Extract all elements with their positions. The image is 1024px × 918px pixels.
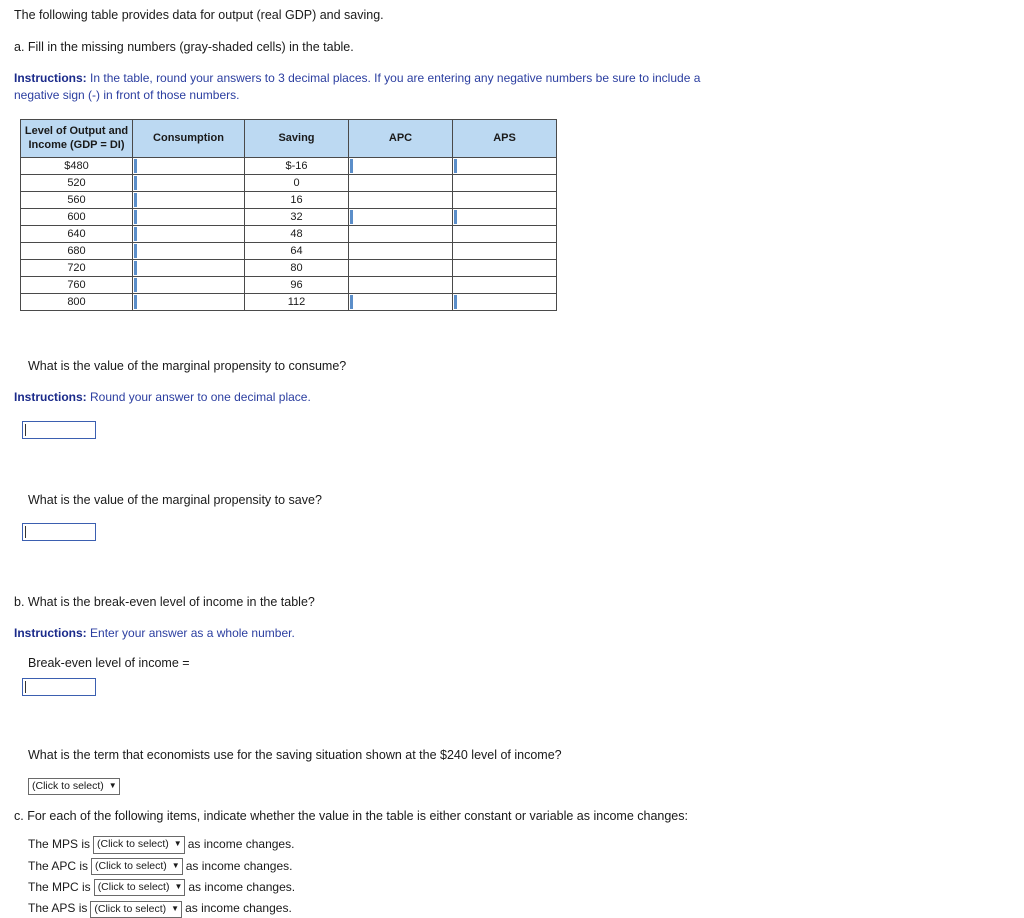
item-prefix: The APS is bbox=[28, 901, 88, 916]
instructions-text: In the table, round your answers to 3 decimal places. If you are entering any negative numbers be sure to include a negative sign (-) in front of those numbers. bbox=[14, 71, 701, 103]
cell-consumption-input[interactable] bbox=[133, 226, 245, 243]
intro-text: The following table provides data for output (real GDP) and saving. bbox=[14, 8, 384, 22]
cell-saving: 112 bbox=[245, 294, 349, 311]
item-suffix: as income changes. bbox=[185, 858, 293, 873]
cell-level: 680 bbox=[21, 243, 133, 260]
cell-apc bbox=[349, 226, 453, 243]
mpc-answer-input[interactable] bbox=[22, 421, 96, 439]
instructions-label: Instructions: bbox=[14, 390, 87, 405]
table-row bbox=[21, 260, 557, 277]
apc-constancy-select[interactable] bbox=[91, 858, 183, 875]
part-c-item-apc bbox=[28, 857, 1010, 875]
header-aps: APS bbox=[453, 119, 557, 158]
chevron-down-icon: ▼ bbox=[108, 781, 117, 791]
cell-saving: 80 bbox=[245, 260, 349, 277]
table-row bbox=[21, 175, 557, 192]
cell-consumption-input[interactable] bbox=[133, 192, 245, 209]
cell-apc bbox=[349, 192, 453, 209]
cell-aps bbox=[453, 192, 557, 209]
item-prefix: The APC is bbox=[28, 858, 89, 873]
cell-aps bbox=[453, 277, 557, 294]
cell-saving: 32 bbox=[245, 209, 349, 226]
table-row bbox=[21, 226, 557, 243]
table-header-row bbox=[21, 119, 557, 158]
cell-saving: 64 bbox=[245, 243, 349, 260]
item-suffix: as income changes. bbox=[185, 901, 292, 916]
cell-apc bbox=[349, 243, 453, 260]
cell-aps-input[interactable] bbox=[453, 158, 557, 175]
cell-aps bbox=[453, 243, 557, 260]
cell-apc bbox=[349, 260, 453, 277]
cell-level: 600 bbox=[21, 209, 133, 226]
chevron-down-icon: ▼ bbox=[174, 882, 183, 892]
cell-saving: 0 bbox=[245, 175, 349, 192]
gdp-saving-table bbox=[20, 119, 557, 312]
select-value: (Click to select) bbox=[32, 780, 104, 793]
header-apc: APC bbox=[349, 119, 453, 158]
cell-aps bbox=[453, 260, 557, 277]
cell-consumption-input[interactable] bbox=[133, 158, 245, 175]
table-row bbox=[21, 277, 557, 294]
cell-aps-input[interactable] bbox=[453, 294, 557, 311]
cell-level: 560 bbox=[21, 192, 133, 209]
part-b-question: b. What is the break-even level of income in the table? bbox=[14, 594, 315, 609]
cell-apc bbox=[349, 175, 453, 192]
spacer bbox=[14, 311, 1010, 359]
aps-constancy-select[interactable] bbox=[90, 901, 182, 918]
cell-consumption-input[interactable] bbox=[133, 277, 245, 294]
break-even-label: Break-even level of income = bbox=[28, 656, 190, 671]
table-row bbox=[21, 243, 557, 260]
part-a-question: a. Fill in the missing numbers (gray-shaded cells) in the table. bbox=[14, 40, 354, 54]
cell-consumption-input[interactable] bbox=[133, 175, 245, 192]
item-suffix: as income changes. bbox=[187, 837, 295, 852]
break-even-answer-input[interactable] bbox=[22, 678, 96, 696]
instructions-text: Round your answer to one decimal place. bbox=[90, 390, 311, 405]
saving-situation-question: What is the term that economists use for the saving situation shown at the $240 level of income? bbox=[28, 748, 562, 763]
cell-saving: 96 bbox=[245, 277, 349, 294]
part-a-instructions bbox=[14, 70, 724, 105]
cell-level: 640 bbox=[21, 226, 133, 243]
header-consumption: Consumption bbox=[133, 119, 245, 158]
table-row bbox=[21, 209, 557, 226]
cell-level: 760 bbox=[21, 277, 133, 294]
instructions-label: Instructions: bbox=[14, 71, 87, 85]
cell-apc bbox=[349, 277, 453, 294]
chevron-down-icon: ▼ bbox=[171, 903, 180, 913]
select-value: (Click to select) bbox=[94, 902, 167, 915]
item-suffix: as income changes. bbox=[188, 879, 296, 894]
header-level: Level of Output and Income (GDP = DI) bbox=[21, 119, 133, 158]
select-value: (Click to select) bbox=[97, 838, 169, 851]
select-value: (Click to select) bbox=[95, 859, 167, 872]
cell-saving: 16 bbox=[245, 192, 349, 209]
cell-aps bbox=[453, 175, 557, 192]
cell-consumption-input[interactable] bbox=[133, 209, 245, 226]
cell-consumption-input[interactable] bbox=[133, 294, 245, 311]
cell-apc-input[interactable] bbox=[349, 158, 453, 175]
saving-situation-select[interactable] bbox=[28, 778, 120, 795]
cell-level: 800 bbox=[21, 294, 133, 311]
table-row bbox=[21, 192, 557, 209]
item-prefix: The MPC is bbox=[28, 879, 91, 894]
cell-aps bbox=[453, 226, 557, 243]
mpc-constancy-select[interactable] bbox=[94, 879, 186, 896]
table-row bbox=[21, 294, 557, 311]
select-value: (Click to select) bbox=[97, 881, 170, 894]
instructions-text: Enter your answer as a whole number. bbox=[90, 625, 295, 640]
chevron-down-icon: ▼ bbox=[171, 860, 180, 870]
part-c-item-mps bbox=[28, 835, 1010, 853]
cell-saving: 48 bbox=[245, 226, 349, 243]
part-c-question: c. For each of the following items, indicate whether the value in the table is either constant or variable as income changes: bbox=[14, 809, 688, 824]
mps-question: What is the value of the marginal propensity to save? bbox=[28, 492, 322, 507]
cell-apc-input[interactable] bbox=[349, 209, 453, 226]
cell-saving: $-16 bbox=[245, 158, 349, 175]
chevron-down-icon: ▼ bbox=[173, 839, 182, 849]
header-saving: Saving bbox=[245, 119, 349, 158]
part-c-item-aps bbox=[28, 899, 1010, 917]
cell-level: $480 bbox=[21, 158, 133, 175]
item-prefix: The MPS is bbox=[28, 837, 91, 852]
cell-consumption-input[interactable] bbox=[133, 260, 245, 277]
mpc-instructions bbox=[14, 389, 724, 406]
part-c-item-mpc bbox=[28, 878, 1010, 896]
mpc-question: What is the value of the marginal propensity to consume? bbox=[28, 359, 347, 374]
cell-level: 720 bbox=[21, 260, 133, 277]
mps-constancy-select[interactable] bbox=[93, 836, 185, 853]
part-b-instructions bbox=[14, 625, 724, 642]
cell-level: 520 bbox=[21, 175, 133, 192]
mps-answer-input[interactable] bbox=[22, 523, 96, 541]
cell-consumption-input[interactable] bbox=[133, 243, 245, 260]
cell-aps-input[interactable] bbox=[453, 209, 557, 226]
cell-apc-input[interactable] bbox=[349, 294, 453, 311]
instructions-label: Instructions: bbox=[14, 625, 87, 640]
table-row bbox=[21, 158, 557, 175]
